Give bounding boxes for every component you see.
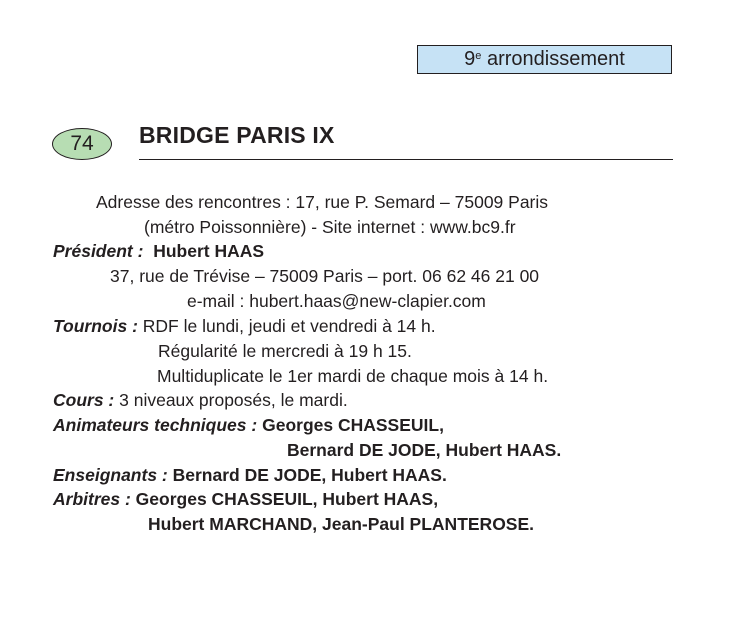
arrondissement-word: arrondissement <box>481 48 625 70</box>
president-email: e-mail : hubert.haas@new-clapier.com <box>187 291 486 311</box>
arbitres-line-2: Hubert MARCHAND, Jean-Paul PLANTEROSE. <box>148 514 535 534</box>
address-line-2: (métro Poissonnière) - Site internet : www.bc9.fr <box>144 217 516 237</box>
club-title: BRIDGE PARIS IX <box>139 122 335 148</box>
president-name: Hubert HAAS <box>153 241 265 261</box>
arrondissement-box <box>417 45 672 74</box>
animateurs-line-2: Bernard DE JODE, Hubert HAAS. <box>287 440 562 460</box>
president-row <box>53 240 264 262</box>
club-number-badge: 74 <box>52 128 112 160</box>
arrondissement-number: 9 <box>464 48 476 70</box>
animateurs-label: Animateurs techniques : <box>53 415 258 435</box>
animateurs-row <box>53 414 444 436</box>
arbitres-line-1: Georges CHASSEUIL, Hubert HAAS, <box>135 489 439 509</box>
cours-text: 3 niveaux proposés, le mardi. <box>119 390 348 410</box>
enseignants-text: Bernard DE JODE, Hubert HAAS. <box>172 465 447 485</box>
enseignants-label: Enseignants : <box>53 465 168 485</box>
title-divider <box>139 159 673 160</box>
enseignants-row <box>53 464 447 486</box>
president-label: Président : <box>53 241 144 261</box>
tournois-item: Multiduplicate le 1er mardi de chaque mois à 14 h. <box>157 366 549 386</box>
arbitres-row <box>53 488 438 510</box>
cours-row <box>53 389 348 411</box>
address-line-1: Adresse des rencontres : 17, rue P. Semard – 75009 Paris <box>96 192 549 212</box>
cours-label: Cours : <box>53 390 115 410</box>
tournois-item: RDF le lundi, jeudi et vendredi à 14 h. <box>142 316 436 336</box>
tournois-item: Régularité le mercredi à 19 h 15. <box>158 341 412 361</box>
animateurs-line-1: Georges CHASSEUIL, <box>262 415 444 435</box>
arbitres-label: Arbitres : <box>53 489 131 509</box>
tournois-row <box>53 315 436 337</box>
arrondissement-superscript: e <box>475 50 482 62</box>
president-address: 37, rue de Trévise – 75009 Paris – port. 06 62 46 21 00 <box>110 266 540 286</box>
tournois-label: Tournois : <box>53 316 138 336</box>
